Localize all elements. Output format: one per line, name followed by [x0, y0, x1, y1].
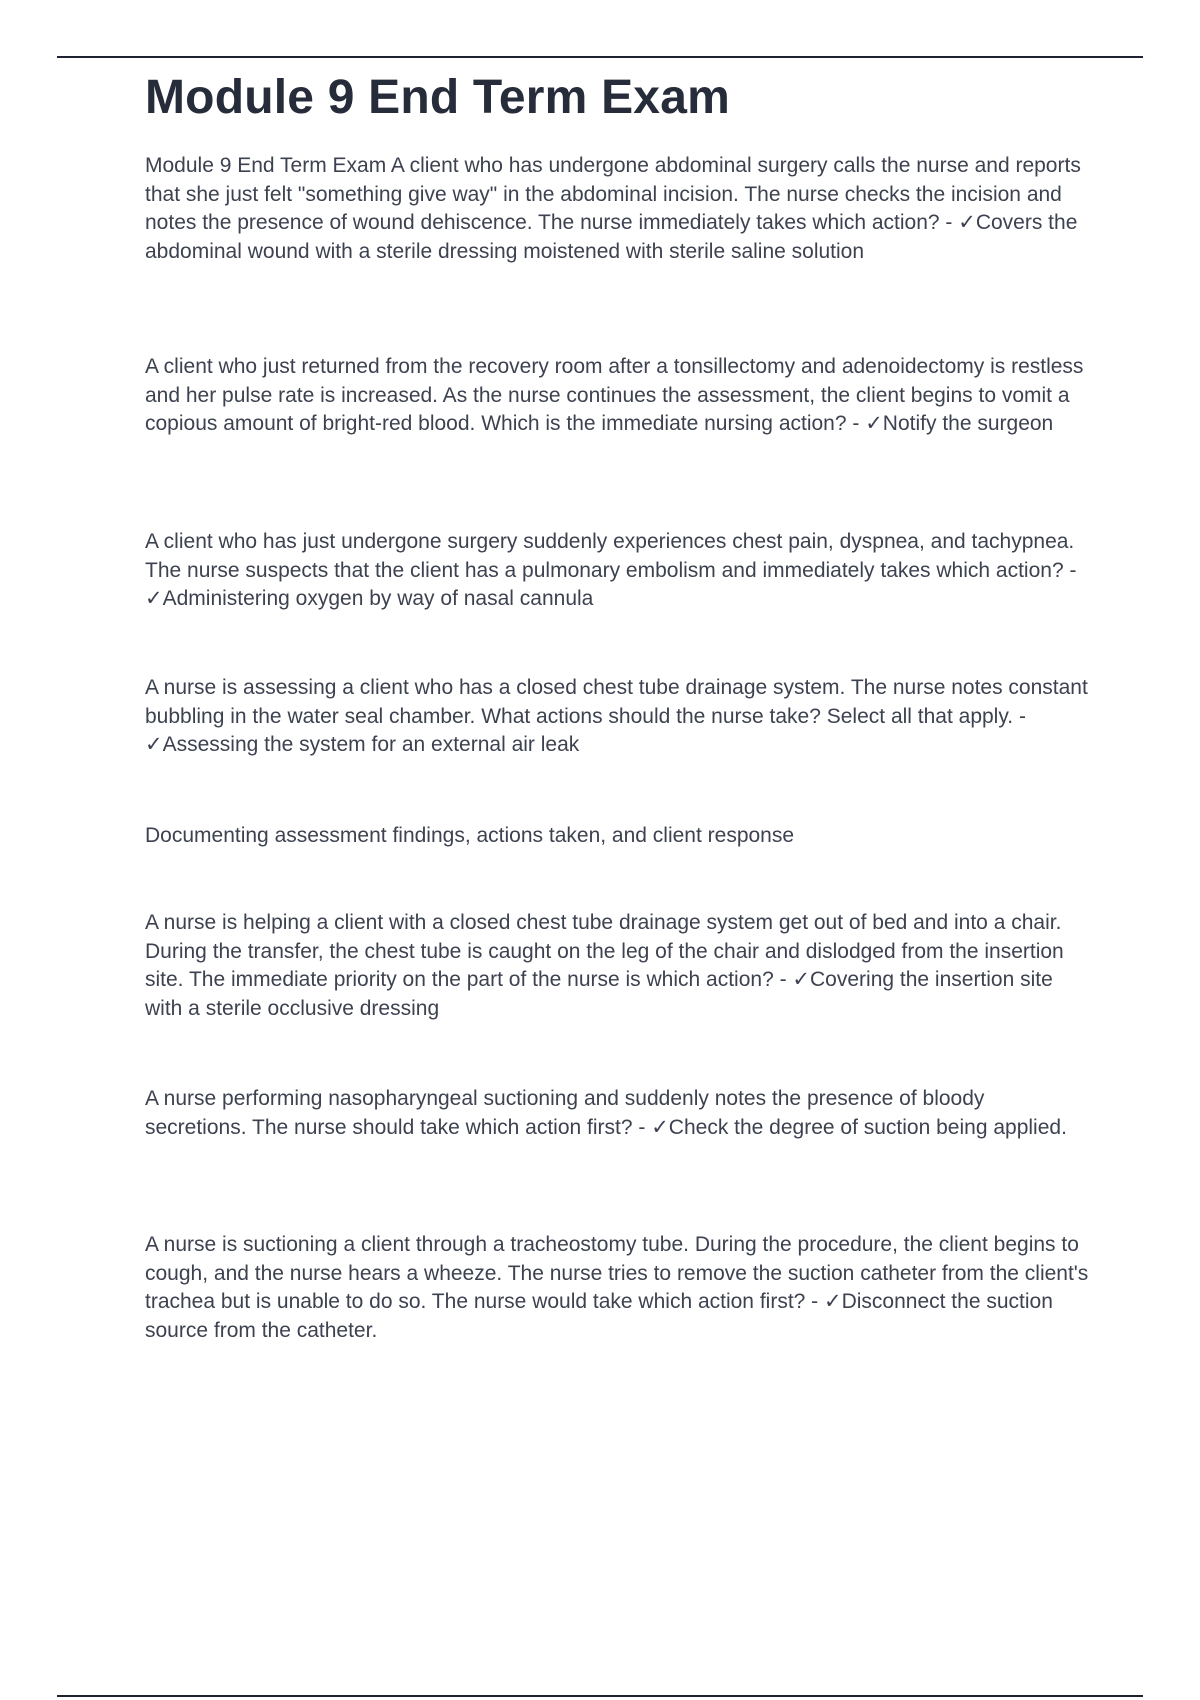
question-paragraph: A client who just returned from the recovery room after a tonsillectomy and adenoidectomy is restless and her pulse rate is increased. As the nurse continues the assessment, the client begins to vomit a copious amount of bright-red blood. Which is the immediate nursing action? - ✓Notify the surgeon: [145, 355, 1084, 435]
question-paragraph: A nurse is helping a client with a closed chest tube drainage system get out of bed and into a chair. During the transfer, the chest tube is caught on the leg of the chair and dislodged from the insertion site. The immediate priority on the part of the nurse is which action? - ✓Covering the insertion site with a sterile occlusive dressing: [145, 911, 1064, 1020]
question-paragraph: A nurse is assessing a client who has a closed chest tube drainage system. The nurse notes constant bubbling in the water seal chamber. What actions should the nurse take? Select all that apply. - ✓Assessing the system for an external air leak: [145, 676, 1088, 756]
page-title: Module 9 End Term Exam: [145, 71, 730, 124]
question-paragraph: A nurse is suctioning a client through a tracheostomy tube. During the procedure, the client begins to cough, and the nurse hears a wheeze. The nurse tries to remove the suction catheter from the client's trachea but is unable to do so. The nurse would take which action first? - ✓Disconnect the suction source from the catheter.: [145, 1233, 1089, 1342]
top-rule: [57, 56, 1143, 58]
bottom-rule: [57, 1695, 1143, 1697]
answer-continuation-paragraph: Documenting assessment findings, actions taken, and client response: [145, 824, 795, 847]
question-paragraph: A client who has just undergone surgery suddenly experiences chest pain, dyspnea, and tachypnea. The nurse suspects that the client has a pulmonary embolism and immediately takes which action? - ✓Administering oxygen by way of nasal cannula: [145, 530, 1077, 610]
question-paragraph: A nurse performing nasopharyngeal suctioning and suddenly notes the presence of bloody secretions. The nurse should take which action first? - ✓Check the degree of suction being applied.: [145, 1087, 1067, 1139]
question-paragraph: Module 9 End Term Exam A client who has undergone abdominal surgery calls the nurse and reports that she just felt "something give way" in the abdominal incision. The nurse checks the incision and notes the presence of wound dehiscence. The nurse immediately takes which action? - ✓Covers the abdominal wound with a sterile dressing moistened with sterile saline solution: [145, 154, 1081, 263]
